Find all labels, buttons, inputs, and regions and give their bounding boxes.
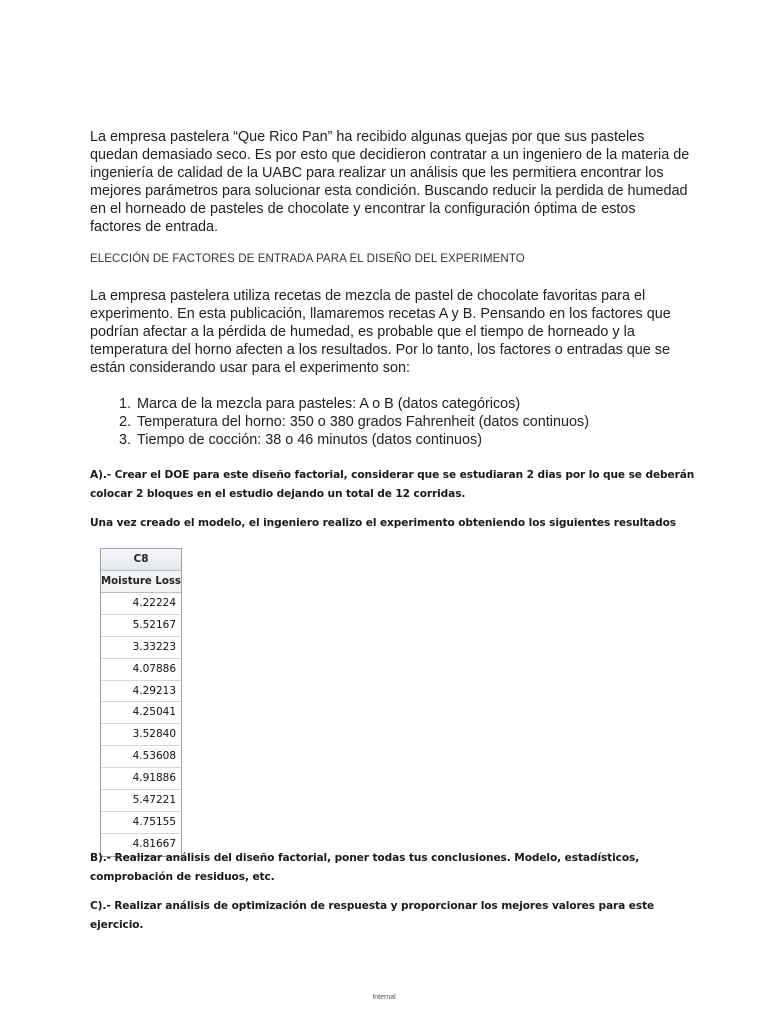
- data-cell: 5.52167: [101, 615, 181, 637]
- factor-item: 1. Marca de la mezcla para pasteles: A o B (datos categóricos): [135, 395, 735, 413]
- question-c: C).- Realizar análisis de optimización de respuesta y proporcionar los mejores valores para este ejercicio.: [90, 900, 655, 931]
- data-cell: 4.81667: [132, 837, 176, 850]
- data-cell: 3.33223: [101, 637, 181, 659]
- data-cell: 4.75155: [101, 812, 181, 834]
- results-intro: Una vez creado el modelo, el ingeniero realizo el experimento obteniendo los siguientes resultados: [90, 517, 677, 529]
- column-id-header: C8: [101, 549, 181, 571]
- data-cell: 4.29213: [101, 681, 181, 703]
- intro-paragraph: La empresa pastelera “Que Rico Pan” ha recibido algunas quejas por que sus pasteles quedan demasiado seco. Es por esto que decidieron contratar a un ingeniero de la materia de ingeniería de calidad de la UABC para realizar un análisis que les permitiera encontrar los mejores parámetros para solucionar esta condición. Buscando reducir la perdida de humedad en el horneado de pasteles de chocolate y encontrar la configuración óptima de estos factores de entrada.: [90, 129, 690, 235]
- question-a: A).- Crear el DOE para este diseño factorial, considerar que se estudiaran 2 dias por lo que se deberán colocar 2 bloques en el estudio dejando un total de 12 corridas.: [90, 469, 695, 500]
- data-cell: 4.07886: [101, 659, 181, 681]
- data-cell: 4.91886: [101, 768, 181, 790]
- footer-label: Internal: [372, 994, 396, 1001]
- data-cell: 4.25041: [101, 702, 181, 724]
- data-cell: 5.47221: [101, 790, 181, 812]
- factor-item: 2. Temperatura del horno: 350 o 380 grados Fahrenheit (datos continuos): [135, 413, 735, 431]
- worksheet-column: [100, 548, 182, 857]
- question-b: B).- Realizar análisis del diseño factorial, poner todas tus conclusiones. Modelo, estadísticos, comprobación de residuos, etc.: [90, 852, 640, 883]
- data-cell: 4.22224: [101, 593, 181, 615]
- description-paragraph: La empresa pastelera utiliza recetas de mezcla de pastel de chocolate favoritas para el experimento. En esta publicación, llamaremos recetas A y B. Pensando en los factores que podrían afectar a la pérdida de humedad, es probable que el tiempo de horneado y la temperatura del horno afecten a los resultados. Por lo tanto, los factores o entradas que se están considerando usar para el experimento son:: [90, 288, 671, 376]
- section-heading: ELECCIÓN DE FACTORES DE ENTRADA PARA EL DISEÑO DEL EXPERIMENTO: [90, 253, 525, 265]
- factors-list: [90, 395, 735, 449]
- factor-item: 3. Tiempo de cocción: 38 o 46 minutos (datos continuos): [135, 431, 735, 449]
- data-cell: 3.52840: [101, 724, 181, 746]
- variable-name-header: Moisture Loss: [101, 571, 181, 593]
- data-cell: 4.53608: [101, 746, 181, 768]
